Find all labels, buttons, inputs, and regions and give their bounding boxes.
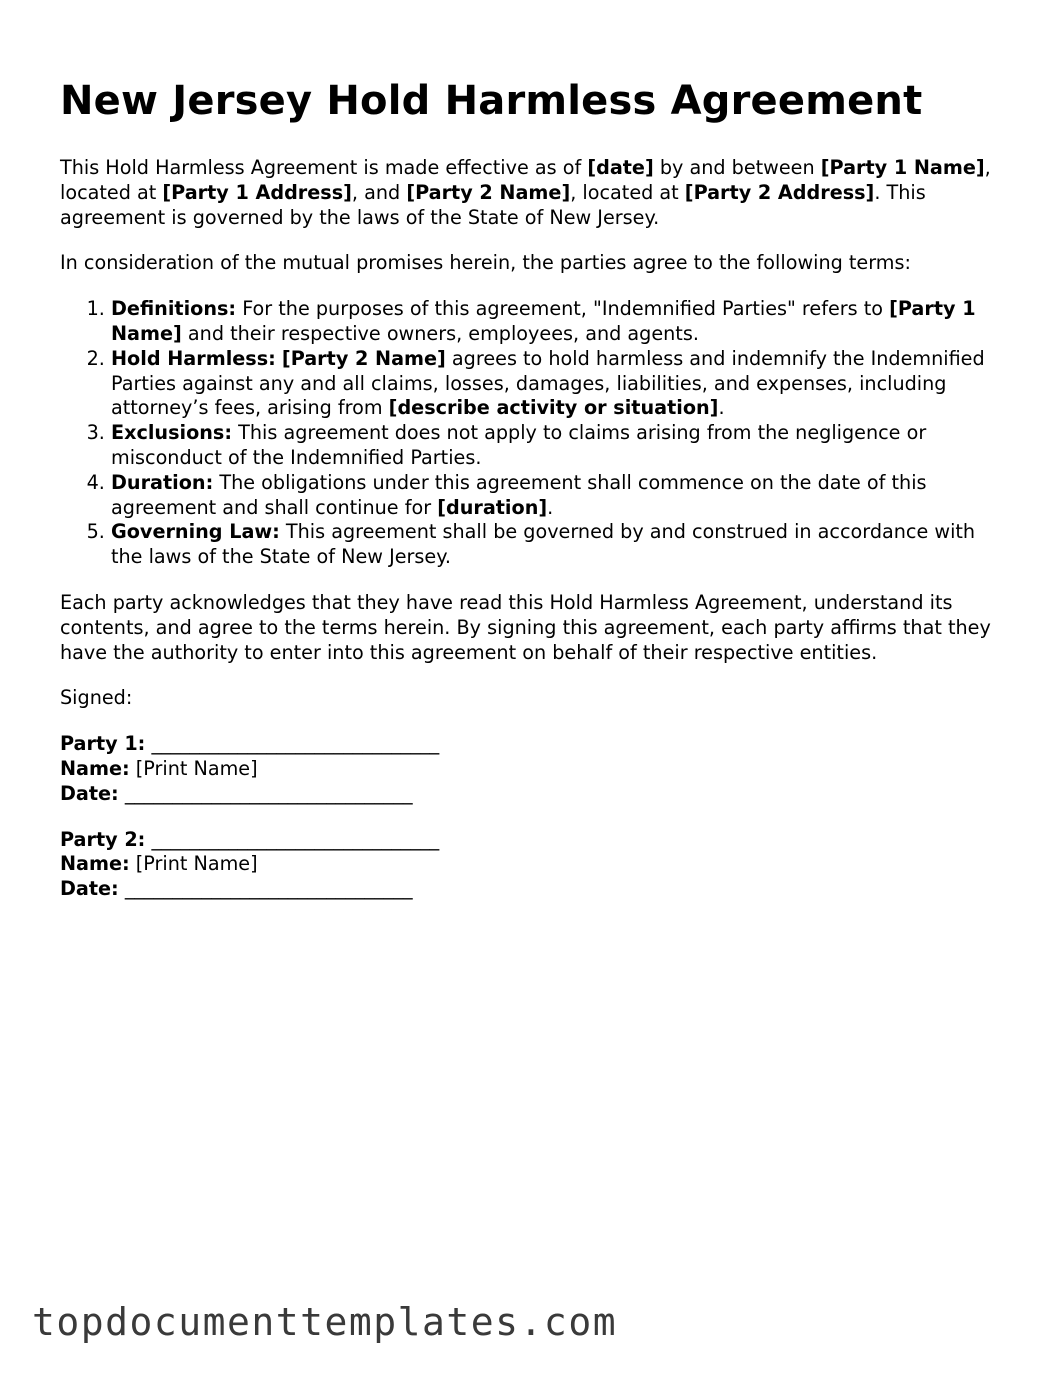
term-duration: [111, 471, 1010, 521]
intro-paragraph: [60, 156, 1010, 230]
intro-text: , and: [351, 180, 407, 204]
date-line: [60, 877, 1010, 902]
terms-list: [60, 297, 1010, 570]
term-definitions: [111, 297, 1010, 347]
signature-blank: ______________________________: [145, 827, 440, 851]
term-text: and their respective owners, employees, and agents.: [181, 321, 699, 345]
term-hold-harmless: [111, 347, 1010, 421]
term-label: Governing Law:: [111, 520, 280, 544]
term-label: Hold Harmless:: [111, 346, 276, 370]
term-text: agrees to hold harmless and indemnify the Indemnified Parties against any and all claims, losses, damages, liabilities, and expenses, including attorney’s fees, arising from: [111, 346, 985, 420]
intro-text: , located at: [570, 180, 685, 204]
print-name-line: [60, 852, 1010, 877]
party-signature-line: [60, 732, 1010, 757]
signature-block-party2: [60, 828, 1010, 902]
date-line: [60, 782, 1010, 807]
term-text: This agreement shall be governed by and construed in accordance with the laws of the State of New Jersey.: [111, 520, 976, 569]
party1-address-placeholder: [Party 1 Address]: [162, 180, 352, 204]
document-page: [60, 76, 1010, 923]
name-label: Name:: [60, 756, 130, 780]
party2-name-placeholder: [Party 2 Name]: [406, 180, 571, 204]
intro-text: . This agreement is governed by the laws of the State of New Jersey.: [60, 180, 926, 229]
date-label: Date:: [60, 781, 119, 805]
party2-name-placeholder: [Party 2 Name]: [281, 346, 446, 370]
date-label: Date:: [60, 877, 119, 901]
intro-text: , located at: [60, 156, 991, 204]
party1-name-placeholder: [Party 1 Name]: [111, 297, 976, 345]
signature-block-party1: [60, 732, 1010, 806]
party-label: Party 1:: [60, 732, 146, 756]
watermark-text: topdocumenttemplates.com: [32, 1300, 618, 1344]
party1-name-placeholder: [Party 1 Name]: [820, 156, 985, 179]
term-text: The obligations under this agreement shall commence on the date of this agreement and shall continue for: [111, 470, 927, 519]
intro-text: This Hold Harmless Agreement is made effective as of: [60, 156, 588, 179]
term-label: Duration:: [111, 470, 214, 494]
print-name-placeholder: [Print Name]: [129, 756, 258, 780]
document-title: New Jersey Hold Harmless Agreement: [60, 78, 923, 124]
term-text: This agreement does not apply to claims arising from the negligence or misconduct of the Indemnified Parties.: [111, 421, 927, 469]
party-label: Party 2:: [60, 827, 146, 851]
date-blank: ______________________________: [118, 781, 413, 805]
consideration-paragraph: In consideration of the mutual promises herein, the parties agree to the following terms:: [60, 251, 911, 275]
duration-placeholder: [duration]: [437, 495, 548, 519]
intro-text: by and between: [653, 156, 821, 179]
party-signature-line: [60, 828, 1010, 853]
term-text: For the purposes of this agreement, "Indemnified Parties" refers to: [236, 297, 890, 321]
print-name-line: [60, 757, 1010, 782]
date-blank: ______________________________: [118, 877, 413, 901]
term-governing-law: [111, 520, 1010, 570]
term-exclusions: [111, 421, 1010, 471]
term-text: .: [718, 396, 725, 420]
activity-placeholder: [describe activity or situation]: [388, 396, 719, 420]
acknowledgement-paragraph: Each party acknowledges that they have read this Hold Harmless Agreement, understand its contents, and agree to the terms herein. By signing this agreement, each party affirms that they have the authority to enter into this agreement on behalf of their respective entities.: [60, 590, 991, 664]
signed-label: Signed:: [60, 686, 133, 710]
term-label: Definitions:: [111, 297, 237, 321]
term-label: Exclusions:: [111, 421, 233, 445]
name-label: Name:: [60, 852, 130, 876]
signature-blank: ______________________________: [145, 732, 440, 756]
print-name-placeholder: [Print Name]: [129, 852, 258, 876]
party2-address-placeholder: [Party 2 Address]: [684, 180, 875, 204]
effective-date-placeholder: [date]: [587, 156, 654, 179]
term-text: .: [547, 495, 554, 519]
